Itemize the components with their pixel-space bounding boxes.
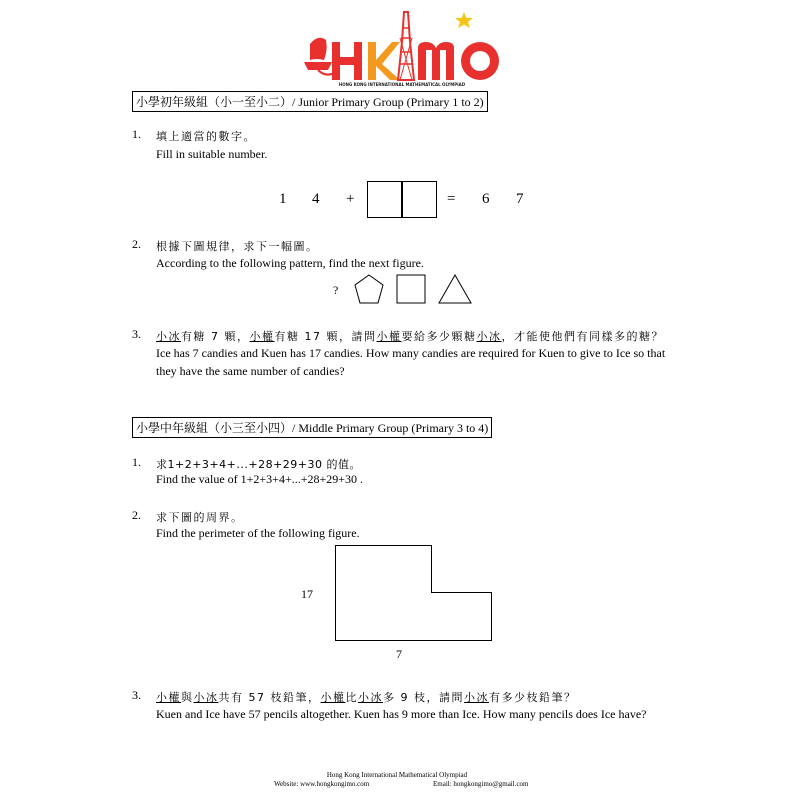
junior-q1-en: Fill in suitable number. bbox=[156, 147, 268, 161]
junior-q3-en-line1: Ice has 7 candies and Kuen has 17 candies. How many candies are required for Kuen to give to Ice so that bbox=[156, 346, 666, 360]
junior-q2-zh: 根據下圖規律，求下一幅圖。 bbox=[156, 240, 319, 253]
footer-website: Website: www.hongkongimo.com bbox=[274, 780, 370, 788]
pattern-svg bbox=[352, 272, 474, 306]
eq-digit-4: 4 bbox=[312, 191, 320, 207]
footer-email: Email: hongkongimo@gmail.com bbox=[433, 780, 529, 788]
middle-q2-number: 2. bbox=[132, 508, 141, 522]
answer-box-right[interactable] bbox=[401, 181, 437, 218]
junior-q2-en: According to the following pattern, find the next figure. bbox=[156, 256, 424, 270]
name-ice: 小冰 bbox=[193, 691, 219, 704]
hkimo-logo-graphic bbox=[296, 8, 516, 88]
width-label: 7 bbox=[396, 647, 402, 661]
eq-digit-7: 7 bbox=[516, 191, 524, 207]
eq-plus: + bbox=[346, 191, 355, 207]
l-shape-figure bbox=[334, 544, 494, 642]
name-ice: 小冰 bbox=[476, 330, 502, 343]
zh-segment: 比 bbox=[345, 691, 358, 704]
junior-q3-zh bbox=[156, 328, 664, 344]
star-icon bbox=[455, 12, 473, 28]
pentagon-shape bbox=[355, 275, 383, 303]
logo-subtitle: HONG KONG INTERNATIONAL MATHEMATICAL OLYMPIAD bbox=[338, 82, 466, 87]
zh-segment: 與 bbox=[181, 691, 194, 704]
middle-q1-zh: 求1+2+3+4+...+28+29+30 的值。 bbox=[156, 458, 361, 471]
triangle-shape bbox=[439, 275, 471, 303]
name-kuen: 小權 bbox=[376, 330, 402, 343]
name-ice: 小冰 bbox=[464, 691, 489, 704]
name-kuen: 小權 bbox=[320, 691, 346, 704]
middle-q2-en: Find the perimeter of the following figure. bbox=[156, 526, 360, 540]
name-ice: 小冰 bbox=[358, 691, 383, 704]
junior-q3-en-line2: they have the same number of candies? bbox=[156, 364, 345, 378]
answer-box-left[interactable] bbox=[367, 181, 403, 218]
junk-boat-icon bbox=[304, 38, 336, 75]
middle-q3-zh bbox=[156, 689, 577, 705]
pattern-figures bbox=[352, 272, 474, 306]
junior-q1-number: 1. bbox=[132, 127, 141, 141]
name-kuen: 小權 bbox=[156, 691, 181, 704]
zh-segment: ，才能使他們有同樣多的糖？ bbox=[501, 330, 664, 343]
zh-segment: 多 9 枝，請問 bbox=[383, 691, 464, 704]
zh-segment: 有糖 17 顆，請問 bbox=[274, 330, 377, 343]
junior-group-label bbox=[132, 91, 488, 112]
zh-segment: 有多少枝鉛筆？ bbox=[489, 691, 577, 704]
zh-segment: 要給多少顆糖 bbox=[401, 330, 477, 343]
middle-group-label-text: 小學中年級組（小三至小四）/ Middle Primary Group (Primary 3 to 4) bbox=[136, 421, 489, 435]
eq-equals: = bbox=[447, 191, 456, 207]
middle-q3-number: 3. bbox=[132, 688, 141, 702]
junior-q3-number: 3. bbox=[132, 327, 141, 341]
footer-org: Hong Kong International Mathematical Olympiad bbox=[326, 771, 468, 779]
l-shape-outline bbox=[336, 546, 492, 641]
height-label: 17 bbox=[301, 587, 313, 601]
middle-group-label bbox=[132, 417, 492, 438]
l-shape-svg bbox=[334, 544, 494, 642]
zh-segment: 共有 57 枝鉛筆， bbox=[218, 691, 321, 704]
hkimo-logo bbox=[296, 8, 516, 88]
name-ice: 小冰 bbox=[156, 330, 181, 343]
letter-h-icon bbox=[332, 42, 362, 80]
eq-digit-1: 1 bbox=[279, 191, 287, 207]
square-shape bbox=[397, 275, 425, 303]
junior-q1-zh: 填上適當的數字。 bbox=[156, 130, 256, 143]
junior-q2-number: 2. bbox=[132, 237, 141, 251]
junior-group-label-text: 小學初年級組（小一至小二）/ Junior Primary Group (Primary 1 to 2) bbox=[136, 95, 484, 109]
eq-digit-6: 6 bbox=[482, 191, 490, 207]
middle-q1-number: 1. bbox=[132, 455, 141, 469]
middle-q2-zh: 求下圖的周界。 bbox=[156, 511, 244, 524]
tower-k-icon bbox=[368, 12, 414, 80]
middle-q3-en: Kuen and Ice have 57 pencils altogether. Kuen has 9 more than Ice. How many pencils does Ice have? bbox=[156, 707, 647, 721]
name-kuen: 小權 bbox=[249, 330, 275, 343]
letter-m-icon bbox=[418, 42, 454, 80]
pattern-question-mark: ? bbox=[333, 283, 339, 297]
zh-segment: 有糖 7 顆， bbox=[181, 330, 250, 343]
middle-q1-en: Find the value of 1+2+3+4+...+28+29+30 . bbox=[156, 472, 364, 486]
letter-o-icon bbox=[461, 42, 499, 80]
